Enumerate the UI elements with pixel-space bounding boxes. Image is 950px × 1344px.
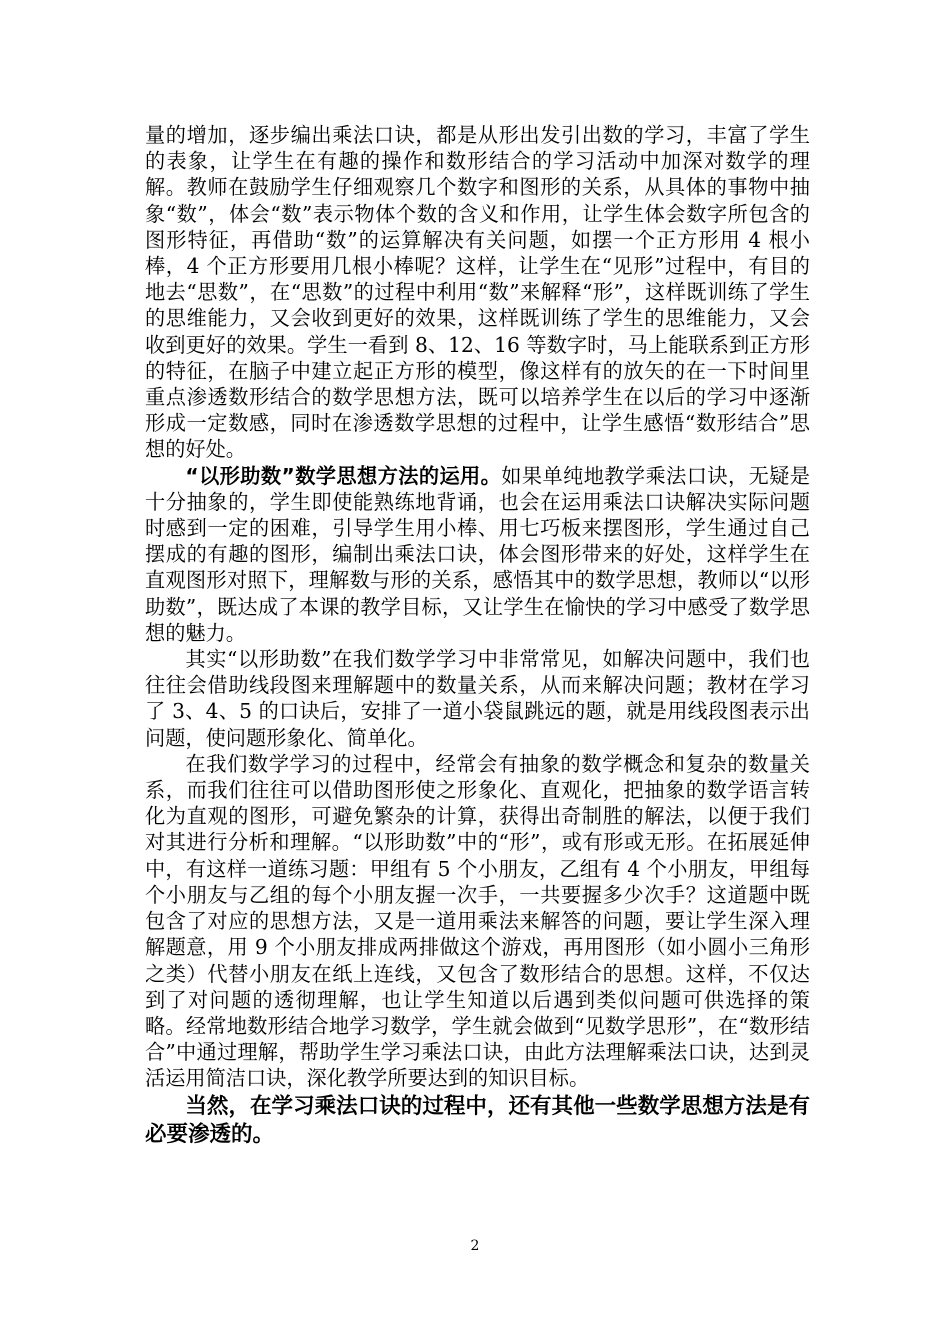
paragraph-text: 如果单纯地教学乘法口诀，无疑是十分抽象的，学生即使能熟练地背诵，也会在运用乘法口诀解决实际问题时感到一定的困难，引导学生用小棒、用七巧板来摆图形，学生通过自己摆成的有趣的图形，编制出乘法口诀，体会图形带来的好处，这样学生在直观图形对照下，理解数与形的关系，感悟其中的数学思想，教师以“以形助数”，既达成了本课的教学目标，又让学生在愉快的学习中感受了数学思想的魅力。 [145, 463, 810, 645]
paragraph-text: 当然，在学习乘法口诀的过程中，还有其他一些数学思想方法是有必要渗透的。 [145, 1093, 810, 1147]
paragraph-conclusion [145, 1093, 810, 1149]
paragraph-text: 量的增加，逐步编出乘法口诀，都是从形出发引出数的学习，丰富了学生的表象，让学生在有趣的操作和数形结合的学习活动中加深对数学的理解。教师在鼓励学生仔细观察几个数字和图形的关系，从具体的事物中抽象“数”，体会“数”表示物体个数的含义和作用，让学生体会数字所包含的图形特征，再借助“数”的运算解决有关问题，如摆一个正方形用 4 根小棒，4 个正方形要用几根小棒呢？这样，让学生在“见形”过程中，有目的地去“思数”，在“思数”的过程中利用“数”来解释“形”，这样既训练了学生的思维能力，又会收到更好的效果，这样既训练了学生的思维能力，又会收到更好的效果。学生一看到 8、12、16 等数字时，马上能联系到正方形的特征，在脑子中建立起正方形的模型，像这样有的放矢的在一下时间里重点渗透数形结合的数学思想方法，既可以培养学生在以后的学习中逐渐形成一定数感，同时在渗透数学思想的过程中，让学生感悟“数形结合”思想的好处。 [145, 123, 810, 462]
paragraph-shape-helps-number [145, 463, 810, 646]
paragraph-text: 在我们数学学习的过程中，经常会有抽象的数学概念和复杂的数量关系，而我们往往可以借助图形使之形象化、直观化，把抽象的数学语言转化为直观的图形，可避免繁杂的计算，获得出奇制胜的解法，以便于我们对其进行分析和理解。“以形助数”中的“形”，或有形或无形。在拓展延伸中，有这样一道练习题：甲组有 5 个小朋友，乙组有 4 个小朋友，甲组每个小朋友与乙组的每个小朋友握一次手，一共要握多少次手？这道题中既包含了对应的思想方法，又是一道用乘法来解答的问题，要让学生深入理解题意，用 9 个小朋友排成两排做这个游戏，再用图形（如小圆小三角形之类）代替小朋友在纸上连线，又包含了数形结合的思想。这样，不仅达到了对问题的透彻理解，也让学生知道以后遇到类似问题可供选择的策略。经常地数形结合地学习数学，学生就会做到“见数学思形”，在“数形结合”中通过理解，帮助学生学习乘法口诀，由此方法理解乘法口诀，达到灵活运用简洁口诀，深化教学所要达到的知识目标。 [145, 751, 810, 1091]
paragraph-handshake-example [145, 751, 810, 1092]
page-number: 2 [470, 1238, 480, 1254]
paragraph-lead-heading: “以形助数”数学思想方法的运用。 [185, 463, 502, 488]
paragraph-continuation [145, 122, 810, 463]
paragraph-text: 其实“以形助数”在我们数学学习中非常常见，如解决问题中，我们也往往会借助线段图来理解题中的数量关系，从而来解决问题；教材在学习了 3、4、5 的口诀后，安排了一道小袋鼠跳远的题，就是用线段图表示出问题，使问题形象化、简单化。 [145, 647, 810, 750]
paragraph-line-diagram [145, 646, 810, 751]
document-body [145, 122, 810, 1149]
